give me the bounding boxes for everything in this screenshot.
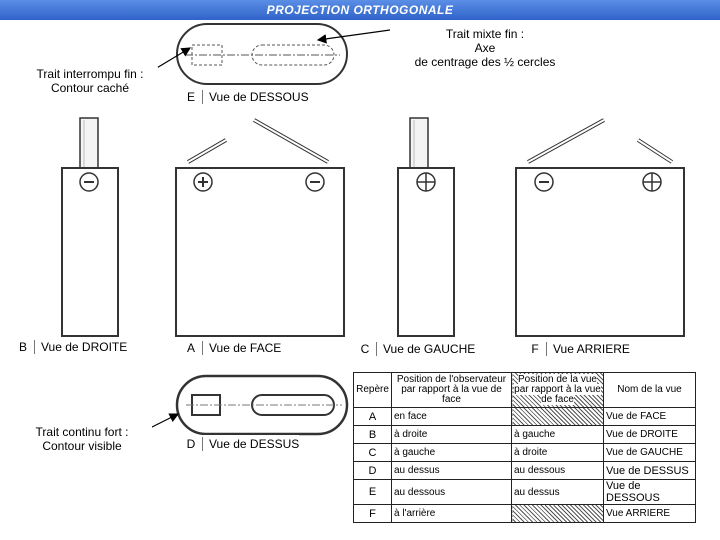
page-title: PROJECTION ORTHOGONALE [0, 0, 720, 20]
table-row: A en face Vue de FACE [354, 408, 696, 426]
view-a-drawing [176, 120, 344, 336]
table-row: E au dessous au dessus Vue de DESSOUS [354, 480, 696, 505]
table-row: D au dessus au dessous Vue de DESSUS [354, 462, 696, 480]
table-header-row [354, 373, 696, 408]
header-view-position: Position de la vue par rapport à la vue de face [512, 373, 604, 408]
note-visible-contour: Trait continu fort : Contour visible [12, 425, 152, 453]
label-view-a: A Vue de FACE [180, 339, 281, 357]
view-f-drawing [516, 120, 684, 336]
header-observer: Position de l'observateur par rapport à la vue de face [392, 373, 512, 408]
view-reference-table [353, 372, 696, 523]
label-view-f: F Vue ARRIERE [524, 340, 630, 358]
header-repere: Repère [354, 373, 392, 408]
label-view-b: B Vue de DROITE [12, 338, 127, 356]
view-d-drawing [150, 376, 347, 434]
label-view-d: D Vue de DESSUS [180, 435, 299, 453]
view-c-drawing [398, 118, 454, 336]
label-view-c: C Vue de GAUCHE [354, 340, 475, 358]
table-row: B à droite à gauche Vue de DROITE [354, 426, 696, 444]
table-row: F à l'arrière Vue ARRIERE [354, 505, 696, 523]
header-view-name: Nom de la vue [604, 373, 696, 408]
note-axis: Trait mixte fin : Axe de centrage des ½ cercles [390, 27, 580, 69]
table-row: C à gauche à droite Vue de GAUCHE [354, 444, 696, 462]
label-view-e: E Vue de DESSOUS [180, 88, 309, 106]
view-e-drawing [150, 24, 390, 84]
view-b-drawing [62, 118, 118, 336]
note-hidden-contour: Trait interrompu fin : Contour caché [22, 67, 158, 95]
